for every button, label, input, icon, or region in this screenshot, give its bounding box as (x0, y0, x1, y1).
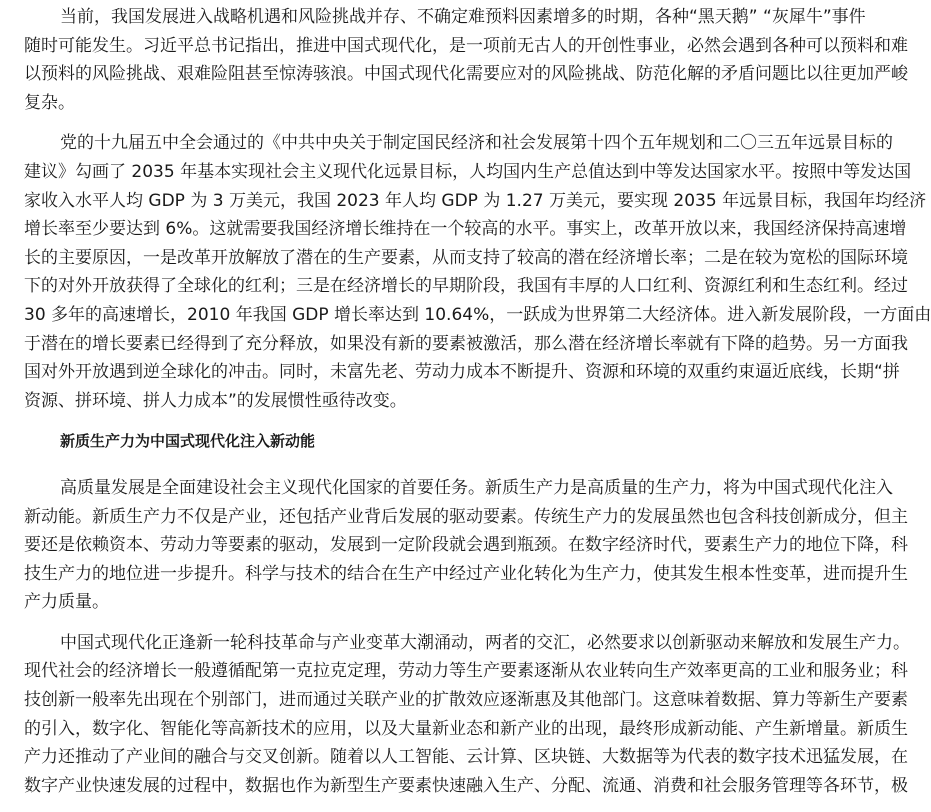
text-line: 增长率至少要达到 6%。这就需要我国经济增长维持在一个较高的水平。事实上，改革开放以来，我国经济保持高速增 (24, 219, 907, 240)
text-line: 产力还推动了产业间的融合与交叉创新。随着以人工智能、云计算、区块链、大数据等为代表的数字技术迅猛发展，在 (24, 747, 908, 768)
text-line: 复杂。 (24, 92, 75, 113)
section-heading: 新质生产力为中国式现代化注入新动能 (60, 432, 316, 451)
text-line: 中国式现代化正逢新一轮科技革命与产业变革大潮涌动，两者的交汇，必然要求以创新驱动来解放和发展生产力。 (60, 632, 910, 653)
text-line: 以预料的风险挑战、艰难险阻甚至惊涛骇浪。中国式现代化需要应对的风险挑战、防范化解的矛盾问题比以往更加严峻 (24, 64, 908, 85)
text-line: 技创新一般率先出现在个别部门，进而通过关联产业的扩散效应逐渐惠及其他部门。这意味着数据、算力等新生产要素 (24, 690, 908, 711)
text-line: 于潜在的增长要素已经得到了充分释放，如果没有新的要素被激活，那么潜在经济增长率就有下降的趋势。另一方面我 (24, 333, 908, 354)
text-line: 家收入水平人均 GDP 为 3 万美元，我国 2023 年人均 GDP 为 1.27 万美元，要实现 2035 年远景目标，我国年均经济 (24, 190, 927, 211)
paragraph (24, 3, 908, 117)
paragraph (24, 129, 931, 415)
text-line: 国对外开放遇到逆全球化的冲击。同时，未富先老、劳动力成本不断提升、资源和环境的双重约束逼近底线，长期“拼 (24, 362, 900, 383)
text-line: 下的对外开放获得了全球化的红利；三是在经济增长的早期阶段，我国有丰厚的人口红利、资源红利和生态红利。经过 (24, 276, 908, 297)
text-line: 产力质量。 (24, 592, 109, 613)
text-line: 建议》勾画了 2035 年基本实现社会主义现代化远景目标，人均国内生产总值达到中等发达国家水平。按照中等发达国 (24, 161, 912, 182)
text-line: 资源、拼环境、拼人力成本”的发展惯性亟待改变。 (24, 390, 407, 411)
text-line: 的引入，数字化、智能化等高新技术的应用，以及大量新业态和新产业的出现，最终形成新动能、产生新增量。新质生 (24, 718, 908, 739)
document-body (24, 3, 931, 812)
text-line: 30 多年的高速增长，2010 年我国 GDP 增长率达到 10.64%，一跃成为世界第二大经济体。进入新发展阶段，一方面由 (24, 304, 931, 325)
paragraph (24, 629, 910, 801)
text-line: 随时可能发生。习近平总书记指出，推进中国式现代化，是一项前无古人的开创性事业，必然会遇到各种可以预料和难 (24, 35, 908, 56)
text-line: 高质量发展是全面建设社会主义现代化国家的首要任务。新质生产力是高质量的生产力，将为中国式现代化注入 (60, 477, 893, 498)
text-line: 长的主要原因，一是改革开放解放了潜在的生产要素，从而支持了较高的潜在经济增长率；二是在较为宽松的国际环境 (24, 247, 908, 268)
text-line: 现代社会的经济增长一般遵循配第一克拉克定理，劳动力等生产要素逐渐从农业转向生产效率更高的工业和服务业；科 (24, 661, 908, 682)
text-line: 新动能。新质生产力不仅是产业，还包括产业背后发展的驱动要素。传统生产力的发展虽然也包含科技创新成分，但主 (24, 506, 908, 527)
text-line: 当前，我国发展进入战略机遇和风险挑战并存、不确定难预料因素增多的时期，各种“黑天鹅” “灰犀牛”事件 (60, 7, 866, 27)
text-line: 数字产业快速发展的过程中，数据也作为新型生产要素快速融入生产、分配、流通、消费和社会服务管理等各环节，极 (24, 775, 908, 796)
paragraph (24, 474, 908, 617)
text-line: 技生产力的地位进一步提升。科学与技术的结合在生产中经过产业化转化为生产力，使其发生根本性变革，进而提升生 (24, 563, 908, 584)
text-line: 要还是依赖资本、劳动力等要素的驱动，发展到一定阶段就会遇到瓶颈。在数字经济时代，要素生产力的地位下降，科 (24, 535, 908, 556)
text-line: 党的十九届五中全会通过的《中共中央关于制定国民经济和社会发展第十四个五年规划和二〇三五年远景目标的 (60, 133, 893, 154)
